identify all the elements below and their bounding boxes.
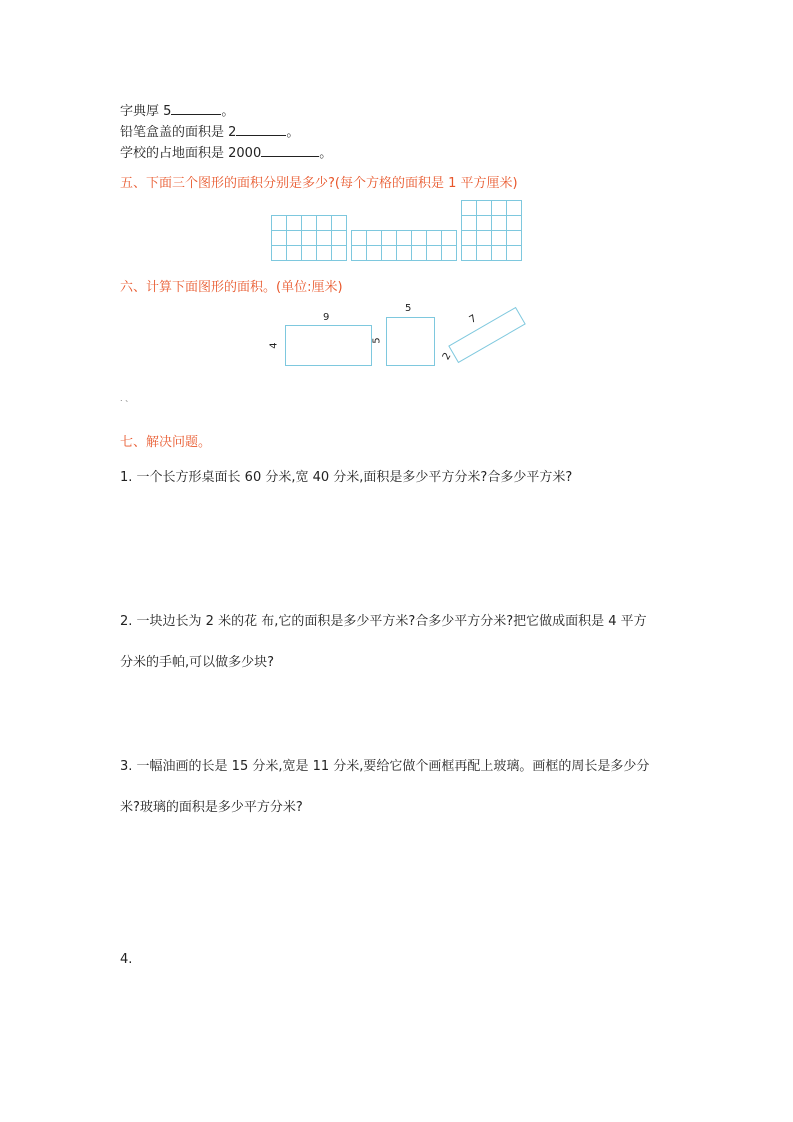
rect2-width-label: 2 xyxy=(440,350,454,363)
section7-heading: 七、解决问题。 xyxy=(120,435,212,450)
question-2-line-2: 分米的手帕,可以做多少块? xyxy=(120,655,275,670)
fill-in-suffix: 。 xyxy=(319,146,333,161)
section6-heading: 六、计算下面图形的面积。(单位:厘米) xyxy=(120,280,343,295)
fill-in-text: 字典厚 5 xyxy=(120,104,172,119)
question-3-line-1: 3. 一幅油画的长是 15 分米,宽是 11 分米,要给它做个画框再配上玻璃。画框的周长是多少分 xyxy=(120,759,650,774)
fill-in-pencil-box xyxy=(120,121,299,140)
section5-heading: 五、下面三个图形的面积分别是多少?(每个方格的面积是 1 平方厘米) xyxy=(120,176,518,191)
rectangle-9-by-4 xyxy=(285,325,372,366)
fill-in-dictionary xyxy=(120,100,234,119)
question-1: 1. 一个长方形桌面长 60 分米,宽 40 分米,面积是多少平方分米?合多少平方米? xyxy=(120,470,573,485)
rect2-length-label: 7 xyxy=(467,313,479,326)
square-top-label: 5 xyxy=(405,303,412,314)
answer-blank[interactable] xyxy=(236,123,286,136)
fill-in-suffix: 。 xyxy=(286,125,300,140)
stray-marks: . 、 xyxy=(120,394,134,403)
answer-blank[interactable] xyxy=(171,102,221,115)
fill-in-school-area xyxy=(120,142,332,161)
grid-figure-2 xyxy=(351,230,457,261)
square-side-label: 5 xyxy=(371,337,383,344)
fill-in-text: 学校的占地面积是 2000 xyxy=(120,146,262,161)
grid-figure-3 xyxy=(461,200,522,261)
grid-figure-1 xyxy=(271,215,347,261)
fill-in-suffix: 。 xyxy=(221,104,235,119)
question-3-line-2: 米?玻璃的面积是多少平方分米? xyxy=(120,800,303,815)
question-2-line-1: 2. 一块边长为 2 米的花 布,它的面积是多少平方米?合多少平方分米?把它做成面积是 4 平方 xyxy=(120,614,647,629)
square-5-by-5 xyxy=(386,317,435,366)
rect1-length-label: 9 xyxy=(323,312,330,323)
answer-blank[interactable] xyxy=(261,144,319,157)
tilted-rectangle-7-by-2 xyxy=(448,307,526,363)
fill-in-text: 铅笔盒盖的面积是 2 xyxy=(120,125,237,140)
question-4: 4. xyxy=(120,952,133,967)
rect1-width-label: 4 xyxy=(268,342,280,349)
